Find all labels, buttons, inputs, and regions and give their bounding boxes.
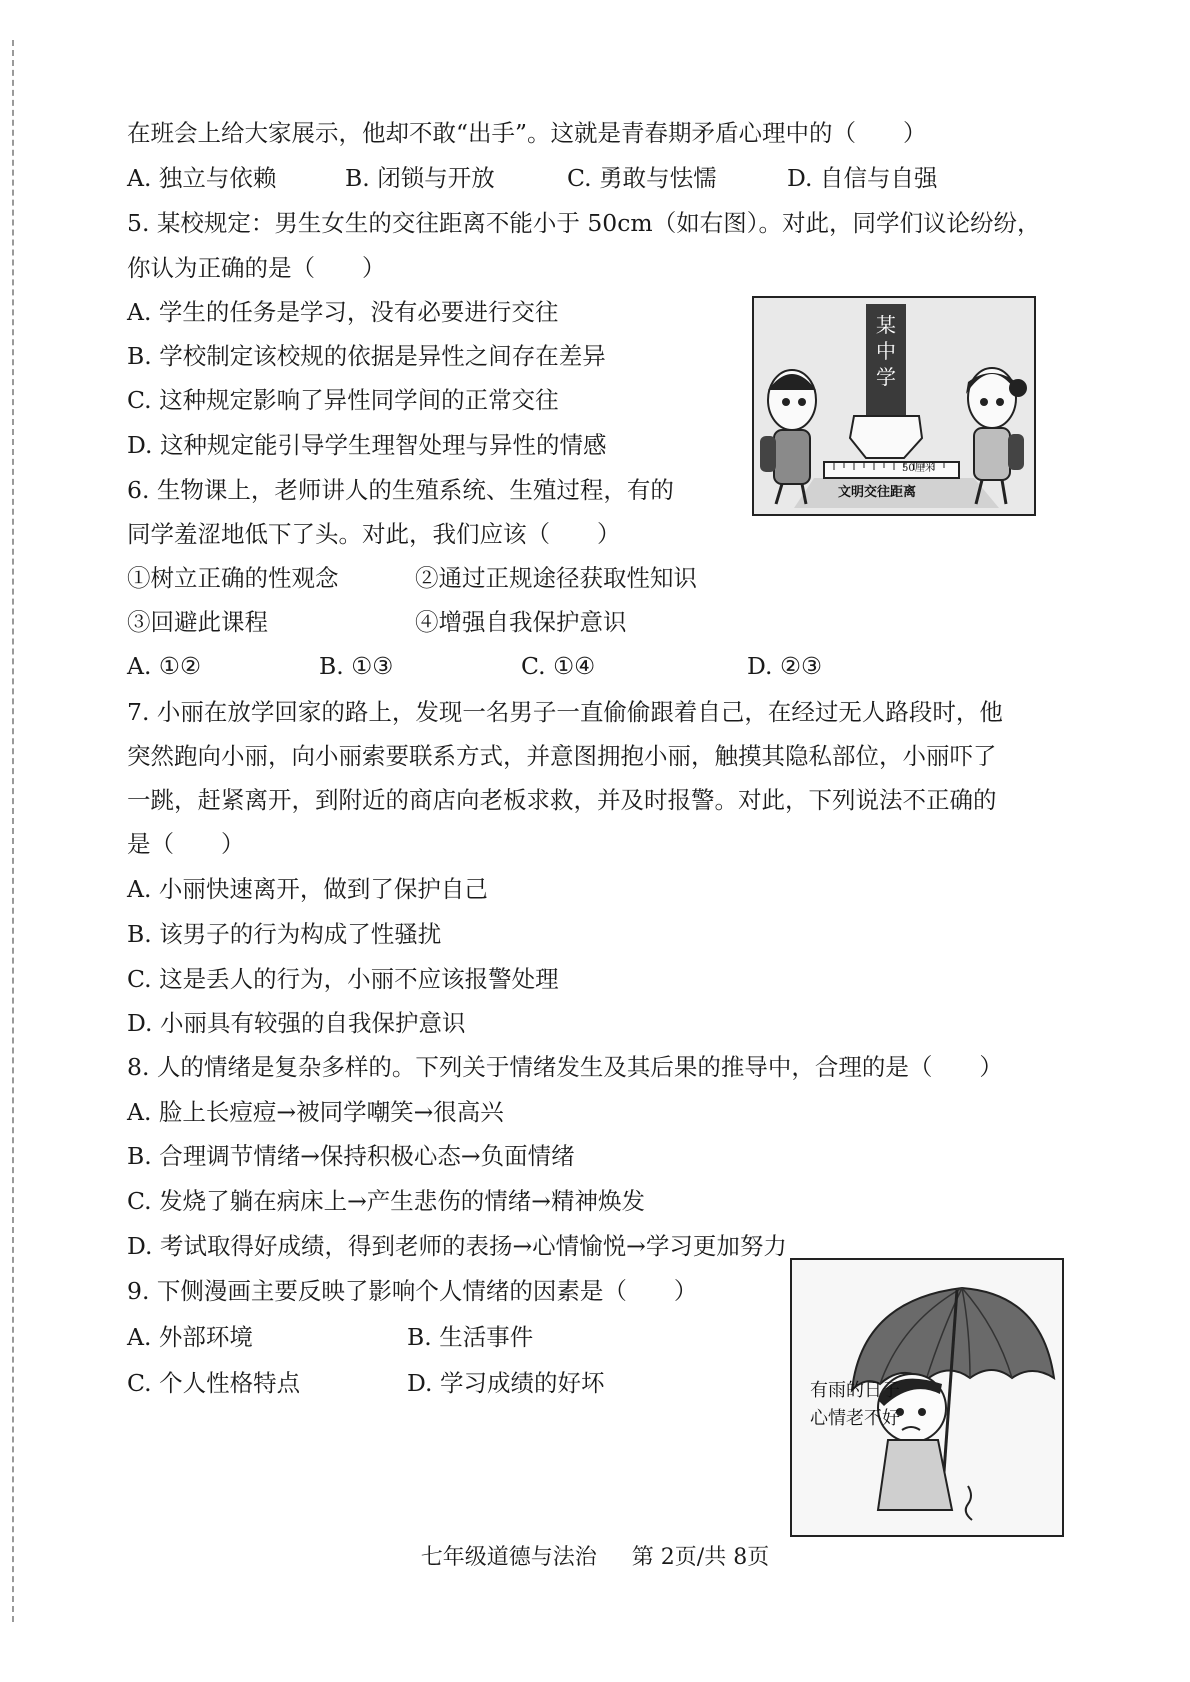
q6-stem-2: 同学羞涩地低下了头。对此，我们应该（ ） — [127, 520, 621, 548]
q7-stem-2: 突然跑向小丽，向小丽索要联系方式，并意图拥抱小丽，触摸其隐私部位，小丽吓了 — [127, 742, 997, 770]
q6-stem: 6. 生物课上，老师讲人的生殖系统、生殖过程，有的 — [127, 476, 674, 504]
q8-option-c: C. 发烧了躺在病床上→产生悲伤的情绪→精神焕发 — [127, 1187, 645, 1215]
q4-option-d: D. 自信与自强 — [787, 164, 938, 192]
q5-option-c: C. 这种规定影响了异性同学间的正常交往 — [127, 386, 559, 414]
q9-stem: 9. 下侧漫画主要反映了影响个人情绪的因素是（ ） — [127, 1277, 698, 1305]
footer-subject: 七年级道德与法治 — [420, 1545, 597, 1570]
q4-option-a: A. 独立与依赖 — [127, 164, 277, 192]
q7-option-d: D. 小丽具有较强的自我保护意识 — [127, 1009, 466, 1037]
cartoon-caption-line1: 有雨的日子 — [810, 1380, 900, 1401]
q5-option-d: D. 这种规定能引导学生理智处理与异性的情感 — [127, 431, 607, 459]
q7-stem-4: 是（ ） — [127, 830, 245, 858]
footer-page-number: 第 2页/共 8页 — [631, 1545, 770, 1570]
q8-option-b: B. 合理调节情绪→保持积极心态→负面情绪 — [127, 1142, 575, 1170]
q7-option-c: C. 这是丢人的行为，小丽不应该报警处理 — [127, 965, 559, 993]
q6-item-4: ④增强自我保护意识 — [415, 608, 627, 636]
q7-stem-3: 一跳，赶紧离开，到附近的商店向老板求救，并及时报警。对此，下列说法不正确的 — [127, 786, 997, 814]
cartoon-caption: 文明交往距离 — [838, 485, 917, 500]
q9-option-b: B. 生活事件 — [407, 1323, 534, 1351]
q6-option-d: D. ②③ — [747, 652, 823, 680]
cartoon-caption-line2: 心情老不好 — [810, 1408, 900, 1429]
cartoon-banner-text: 某中学 — [876, 313, 896, 389]
q5-stem: 5. 某校规定：男生女生的交往距离不能小于 50cm（如右图）。对此，同学们议论纷纷， — [127, 209, 1041, 237]
q6-option-a: A. ①② — [127, 652, 202, 680]
q6-option-b: B. ①③ — [319, 652, 394, 680]
q4-options — [127, 163, 1087, 193]
q8-stem: 8. 人的情绪是复杂多样的。下列关于情绪发生及其后果的推导中，合理的是（ ） — [127, 1053, 1003, 1081]
q9-option-c: C. 个人性格特点 — [127, 1369, 301, 1397]
q6-option-c: C. ①④ — [521, 652, 596, 680]
q9-option-d: D. 学习成绩的好坏 — [407, 1369, 605, 1397]
q4-option-c: C. 勇敢与怯懦 — [567, 164, 717, 192]
page-footer — [0, 1543, 1190, 1573]
q6-options — [127, 651, 1087, 681]
q5-option-a: A. 学生的任务是学习，没有必要进行交往 — [127, 298, 559, 326]
q7-option-b: B. 该男子的行为构成了性骚扰 — [127, 920, 442, 948]
q6-items-row1 — [127, 563, 1087, 593]
q6-item-2: ②通过正规途径获取性知识 — [415, 564, 697, 592]
q5-stem-2: 你认为正确的是（ ） — [127, 254, 386, 282]
q6-item-3: ③回避此课程 — [127, 608, 268, 636]
q9-option-a: A. 外部环境 — [127, 1323, 253, 1351]
q4-option-b: B. 闭锁与开放 — [345, 164, 495, 192]
q6-items-row2 — [127, 607, 1087, 637]
distance-cartoon — [752, 296, 1036, 516]
rainy-day-cartoon — [790, 1258, 1064, 1537]
q8-option-a: A. 脸上长痘痘→被同学嘲笑→很高兴 — [127, 1098, 504, 1126]
q8-option-d: D. 考试取得好成绩，得到老师的表扬→心情愉悦→学习更加努力 — [127, 1232, 787, 1260]
q5-option-b: B. 学校制定该校规的依据是异性之间存在差异 — [127, 342, 606, 370]
q7-option-a: A. 小丽快速离开，做到了保护自己 — [127, 875, 488, 903]
q6-item-1: ①树立正确的性观念 — [127, 564, 339, 592]
q4-stem-tail: 在班会上给大家展示，他却不敢“出手”。这就是青春期矛盾心理中的（ ） — [127, 119, 927, 147]
q7-stem: 7. 小丽在放学回家的路上，发现一名男子一直偷偷跟着自己，在经过无人路段时，他 — [127, 698, 1003, 726]
ruler-label: 50厘米 — [902, 463, 935, 474]
